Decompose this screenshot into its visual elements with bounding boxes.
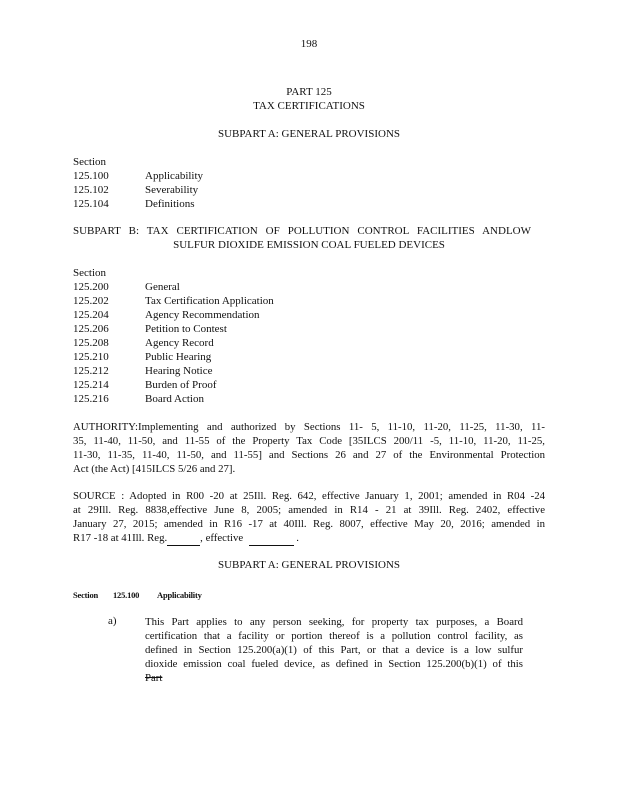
authority-line: Act (the Act) [415ILCS 5/26 and 27].	[73, 463, 236, 475]
paragraph-line: defined in Section 125.200(a)(1) of this Part, or that a device is a low sulfur	[145, 644, 523, 656]
source-last-line	[73, 531, 545, 546]
effective-date-blank	[249, 531, 294, 546]
source-line: SOURCE : Adopted in R00 -20 at 25Ill. Reg. 642, effective January 1, 2001; amended in R04 -24	[73, 490, 545, 502]
subpart-a-heading: SUBPART A: GENERAL PROVISIONS	[218, 128, 400, 140]
source-last-line-prefix: R17 -18 at 41Ill. Reg.	[73, 532, 168, 544]
toc-item-number: 125.104	[73, 198, 109, 210]
register-page-blank	[167, 531, 200, 546]
section-heading-label: Section	[73, 590, 99, 600]
section-heading-title: Applicability	[157, 590, 202, 600]
toc-item-number: 125.206	[73, 323, 109, 335]
page-number: 198	[300, 38, 318, 50]
toc-item-number: 125.202	[73, 295, 109, 307]
source-last-line-end: .	[296, 532, 299, 544]
toc-section-label: Section	[73, 267, 106, 279]
source-last-line-mid: , effective	[200, 532, 244, 544]
toc-item-title: Agency Recommendation	[145, 309, 260, 321]
paragraph-a-body	[145, 615, 523, 685]
part-heading: PART 125	[286, 86, 332, 98]
subpart-a-heading-repeat: SUBPART A: GENERAL PROVISIONS	[218, 559, 400, 571]
toc-item-number: 125.216	[73, 393, 109, 405]
authority-line: 35, 11-40, 11-50, and 11-55 of the Property Tax Code [35ILCS 200/11 -5, 11-10, 11-20, 11-25,	[73, 435, 545, 447]
toc-item-number: 125.214	[73, 379, 109, 391]
toc-item-title: Applicability	[145, 170, 204, 182]
toc-item-title: Petition to Contest	[145, 323, 227, 335]
section-heading-number: 125.100	[113, 590, 140, 600]
toc-item-title: Severability	[145, 184, 199, 196]
toc-item-number: 125.200	[73, 281, 109, 293]
toc-item-title: Burden of Proof	[145, 379, 217, 391]
paragraph-line: dioxide emission coal fueled device, as defined in Section 125.200(b)(1) of this	[145, 658, 523, 670]
subpart-b-heading-line2: SULFUR DIOXIDE EMISSION COAL FUELED DEVICES	[173, 239, 445, 251]
toc-item-number: 125.212	[73, 365, 109, 377]
paragraph-line: certification that a facility or portion thereof is a pollution control facility, as	[145, 630, 523, 642]
authority-line: AUTHORITY:Implementing and authorized by Sections 11- 5, 11-10, 11-20, 11-25, 11-30, 11-	[73, 421, 545, 433]
authority-note	[73, 420, 545, 476]
toc-item-title: Agency Record	[145, 337, 214, 349]
toc-item-number: 125.208	[73, 337, 109, 349]
paragraph-line: This Part applies to any person seeking, for property tax purposes, a Board	[145, 616, 523, 628]
toc-item-number: 125.210	[73, 351, 109, 363]
toc-item-title: General	[145, 281, 180, 293]
source-line: at 29Ill. Reg. 8838,effective June 8, 2005; amended in R14 - 21 at 39Ill. Reg. 2402, effective	[73, 504, 545, 516]
toc-item-title: Definitions	[145, 198, 195, 210]
toc-item-title: Board Action	[145, 393, 204, 405]
toc-item-number: 125.100	[73, 170, 109, 182]
struck-word: Part	[145, 672, 163, 684]
toc-section-label: Section	[73, 156, 106, 168]
subpart-b-heading-line1: SUBPART B: TAX CERTIFICATION OF POLLUTION CONTROL FACILITIES ANDLOW	[73, 225, 531, 237]
toc-item-title: Public Hearing	[145, 351, 212, 363]
source-line: January 27, 2015; amended in R16 -17 at 40Ill. Reg. 8007, effective May 20, 2016; amended in	[73, 518, 545, 530]
part-title: TAX CERTIFICATIONS	[253, 100, 365, 112]
source-note	[73, 489, 545, 546]
toc-item-title: Tax Certification Application	[145, 295, 274, 307]
toc-item-number: 125.204	[73, 309, 109, 321]
toc-item-title: Hearing Notice	[145, 365, 213, 377]
toc-item-number: 125.102	[73, 184, 109, 196]
paragraph-marker: a)	[108, 615, 117, 627]
authority-line: 11-30, 11-35, 11-40, 11-50, and 11-55] and Sections 26 and 27 of the Environmental Protection	[73, 449, 545, 461]
